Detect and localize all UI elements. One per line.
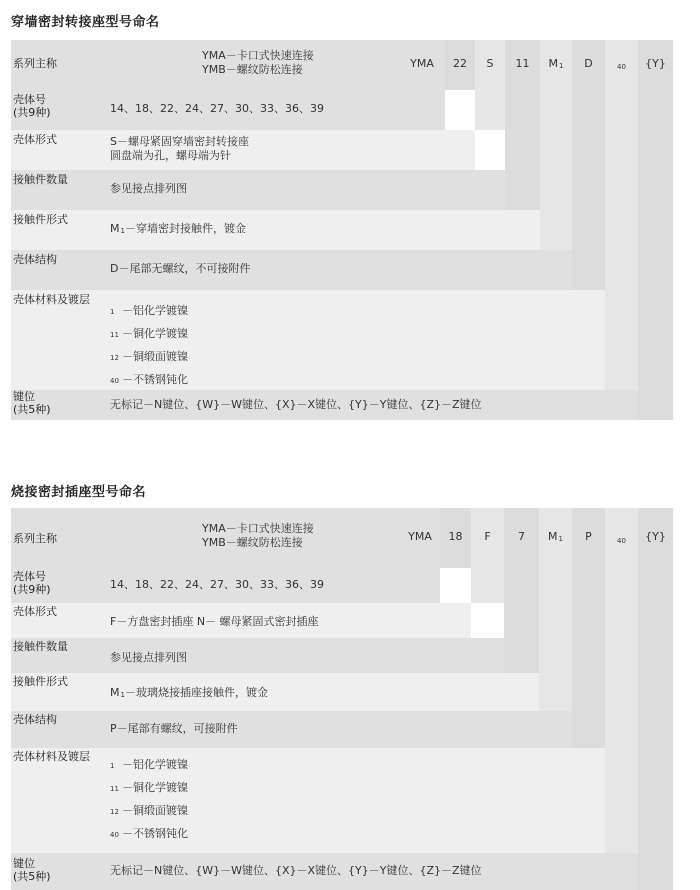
row-label: 壳体结构 [13,713,57,726]
code-column-bg [572,40,605,290]
row-label: 壳体号 (共9种) [13,93,51,119]
code-column-bg [471,508,504,603]
code-column-bg [638,508,673,890]
row-desc: 参见接点排列图 [110,651,187,664]
row-material [11,290,605,390]
section-title: 烧接密封插座型号命名 [11,485,147,500]
row-desc: 参见接点排列图 [110,182,187,195]
row-desc: D－尾部无螺纹，不可接附件 [110,262,251,275]
code-structure: P [585,530,592,543]
row-label: 壳体形式 [13,133,57,146]
code-key: {Y} [645,530,666,543]
row-contact-count [11,170,505,210]
row-contact-count [11,638,504,673]
code-column-bg [475,40,505,130]
code-shell-type: F [484,530,491,543]
section-title: 穿墙密封转接座型号命名 [11,15,160,30]
row-desc: P－尾部有螺纹，可接附件 [110,722,238,735]
row-desc: M1－玻璃烧接插座接触件，镀金 [110,686,268,699]
row-label: 接触件数量 [13,640,68,653]
row-label: 壳体形式 [13,605,57,618]
code-contact-count: 7 [518,530,525,543]
row-desc: 无标记－N键位、{W}－W键位、{X}－X键位、{Y}－Y键位、{Z}－Z键位 [110,864,482,877]
code-column-bg [638,40,673,420]
code-contact-type: M1 [548,530,563,543]
row-label: 壳体材料及镀层 [13,293,90,306]
row-label: 壳体号 (共9种) [13,570,51,596]
row-label: 壳体结构 [13,253,57,266]
row-contact-type [11,673,539,711]
code-contact-type: M1 [548,57,564,70]
row-desc: F－方盘密封插座 N－ 螺母紧固式密封插座 [110,615,319,628]
code-material: 40 [617,63,626,71]
code-series: YMA [408,530,432,543]
row-label: 键位 (共5种) [13,857,51,883]
material-list: 1 －铝化学镀镍 11 －铜化学镀镍 12 －铜缎面镀镍 40 －不锈钢钝化 [110,304,188,386]
code-column-bg [540,40,572,250]
header-label: 系列主称 [13,57,57,70]
row-label: 接触件数量 [13,173,68,186]
code-contact-count: 11 [515,57,530,70]
code-shell-size: 18 [448,530,463,543]
row-desc: 无标记－N键位、{W}－W键位、{X}－X键位、{Y}－Y键位、{Z}－Z键位 [110,398,482,411]
code-column-bg [605,40,638,390]
row-structure [11,711,572,748]
code-column-bg [572,508,605,748]
row-structure [11,250,572,290]
row-desc: 14、18、22、24、27、30、33、36、39 [110,578,324,591]
code-key: {Y} [645,57,666,70]
row-desc: 14、18、22、24、27、30、33、36、39 [110,102,324,115]
row-label: 接触件形式 [13,213,68,226]
code-material: 40 [617,537,626,545]
header-label: 系列主称 [13,532,57,545]
code-column-bg [605,508,638,853]
row-label: 壳体材料及镀层 [13,750,90,763]
row-label: 键位 (共5种) [13,390,51,416]
code-structure: D [584,57,593,70]
row-desc: M1－穿墙密封接触件，镀金 [110,222,246,235]
header-desc: YMA－卡口式快速连接 YMB－螺纹防松连接 [202,49,314,76]
row-label: 接触件形式 [13,675,68,688]
row-contact-type [11,210,540,250]
material-list: 1 －铝化学镀镍 11 －铜化学镀镍 12 －铜缎面镀镍 40 －不锈钢钝化 [110,758,188,840]
code-series: YMA [410,57,434,70]
row-material [11,748,605,853]
code-shell-size: 22 [453,57,467,70]
header-desc: YMA－卡口式快速连接 YMB－螺纹防松连接 [202,522,314,549]
code-shell-type: S [486,57,494,70]
row-desc: S－螺母紧固穿墙密封转接座 圆盘端为孔，螺母端为针 [110,135,249,162]
